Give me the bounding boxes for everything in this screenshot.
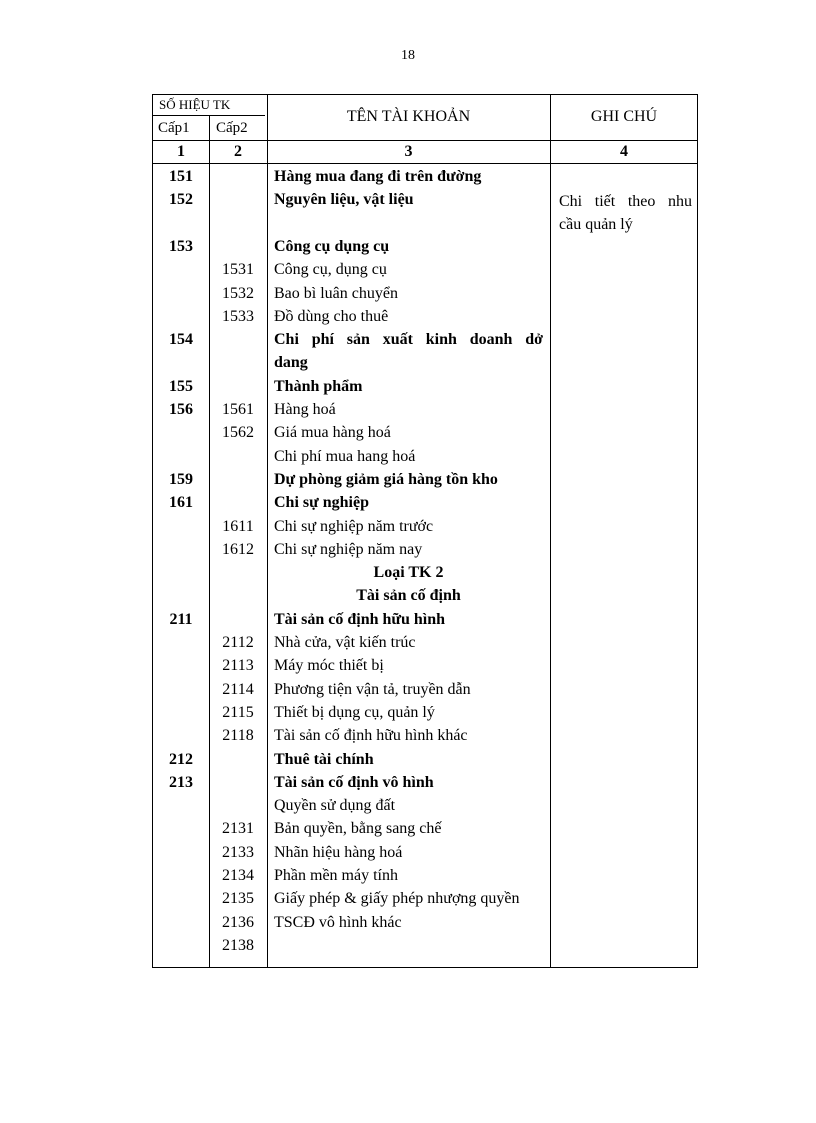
account-name-cell: dang <box>274 354 308 372</box>
account-name-cell: Nhãn hiệu hàng hoá <box>274 843 403 861</box>
header-cap1: Cấp1 <box>158 120 190 136</box>
cap2-cell: 2133 <box>222 843 254 861</box>
divider-column-numbers <box>153 163 697 164</box>
cap2-cell: 2112 <box>222 634 254 651</box>
account-name-cell: Máy móc thiết bị <box>274 657 384 675</box>
account-name-cell: Phương tiện vận tả, truyền dẫn <box>274 680 471 698</box>
page-number: 18 <box>401 48 415 63</box>
section-heading: Loại TK 2 <box>373 564 444 582</box>
account-name-cell: Bản quyền, bằng sang chế <box>274 820 442 838</box>
cap1-cell: 155 <box>169 377 193 395</box>
divider-name-note <box>550 95 551 967</box>
cap2-cell: 2138 <box>222 936 254 954</box>
cap1-cell: 154 <box>169 331 193 349</box>
account-name-cell: TSCĐ vô hình khác <box>274 913 402 931</box>
cap2-cell: 2115 <box>222 703 254 721</box>
account-name-cell: Phần mền máy tính <box>274 867 398 884</box>
account-name-cell: Chi sự nghiệp năm nay <box>274 540 423 558</box>
cap2-cell: 1561 <box>222 401 254 418</box>
cap1-cell: 156 <box>169 401 193 418</box>
account-name-cell: Chi phí mua hang hoá <box>274 447 416 465</box>
column-number-4: 4 <box>620 143 628 160</box>
note-chi-tiet: Chi tiết theo nhu cầu quản lý <box>559 193 692 234</box>
header-cap2: Cấp2 <box>216 120 248 136</box>
column-number-3: 3 <box>404 143 413 160</box>
cap1-cell: 153 <box>169 237 193 255</box>
cap2-cell: 2136 <box>222 913 254 931</box>
account-name-cell: Thuê tài chính <box>274 750 374 768</box>
cap2-cell: 2114 <box>222 680 254 698</box>
account-name-cell: Chi phí sản xuất kinh doanh dở <box>274 331 543 349</box>
cap2-cell: 1612 <box>222 540 254 558</box>
cap2-cell: 2134 <box>222 867 254 884</box>
cap2-cell: 1562 <box>222 424 254 442</box>
cap1-cell: 152 <box>169 191 193 209</box>
column-number-2: 2 <box>234 143 242 160</box>
account-name-cell: Giấy phép & giấy phép nhượng quyền <box>274 890 520 908</box>
cap1-cell: 151 <box>169 168 193 185</box>
account-name-cell: Quyền sử dụng đất <box>274 797 396 815</box>
account-name-cell: Tài sản cố định hữu hình <box>274 610 446 628</box>
header-so-hieu-tk: SỐ HIỆU TK <box>159 97 231 112</box>
cap2-cell: 1532 <box>222 284 254 302</box>
account-name-cell: Chi sự nghiệp <box>274 494 369 512</box>
divider-so-hieu <box>153 115 265 116</box>
cap1-cell: 161 <box>169 494 193 512</box>
account-name-cell: Công cụ dụng cụ <box>274 237 390 255</box>
account-name-cell: Nguyên liệu, vật liệu <box>274 191 414 209</box>
account-name-cell: Chi sự nghiệp năm trước <box>274 517 434 535</box>
divider-cap2-name <box>267 95 268 967</box>
account-name-cell: Hàng hoá <box>274 401 336 418</box>
account-name-cell: Bao bì luân chuyển <box>274 284 398 302</box>
cap2-cell: 1531 <box>222 261 254 279</box>
cap2-cell: 2113 <box>222 657 254 675</box>
account-name-cell: Hàng mua đang đi trên đường <box>274 168 482 185</box>
cap2-cell: 2135 <box>222 890 254 908</box>
account-name-cell: Giá mua hàng hoá <box>274 424 391 442</box>
header-ghi-chu: GHI CHÚ <box>590 108 658 125</box>
account-name-cell: Tài sản cố định vô hình <box>274 773 434 791</box>
cap1-cell: 159 <box>169 470 193 488</box>
accounts-table <box>152 94 698 968</box>
account-name-cell: Công cụ, dụng cụ <box>274 261 387 279</box>
divider-header <box>153 140 697 141</box>
cap2-cell: 1611 <box>222 517 254 535</box>
cap2-cell: 2131 <box>222 820 254 838</box>
column-number-1: 1 <box>177 143 185 160</box>
account-name-cell: Nhà cửa, vật kiến trúc <box>274 634 416 651</box>
header-ten-tai-khoan: TÊN TÀI KHOẢN <box>346 108 471 125</box>
account-name-cell: Thành phẩm <box>274 377 363 395</box>
cap1-cell: 211 <box>169 610 193 628</box>
cap1-cell: 212 <box>169 750 193 768</box>
cap2-cell: 2118 <box>222 727 254 745</box>
account-name-cell: Đồ dùng cho thuê <box>274 307 389 325</box>
account-name-cell: Dự phòng giảm giá hàng tồn kho <box>274 470 498 488</box>
account-name-cell: Thiết bị dụng cụ, quản lý <box>274 703 435 721</box>
cap1-cell: 213 <box>169 773 193 791</box>
account-name-cell: Tài sản cố định hữu hình khác <box>274 727 468 745</box>
cap2-cell: 1533 <box>222 307 254 325</box>
section-heading: Tài sản cố định <box>356 587 461 605</box>
